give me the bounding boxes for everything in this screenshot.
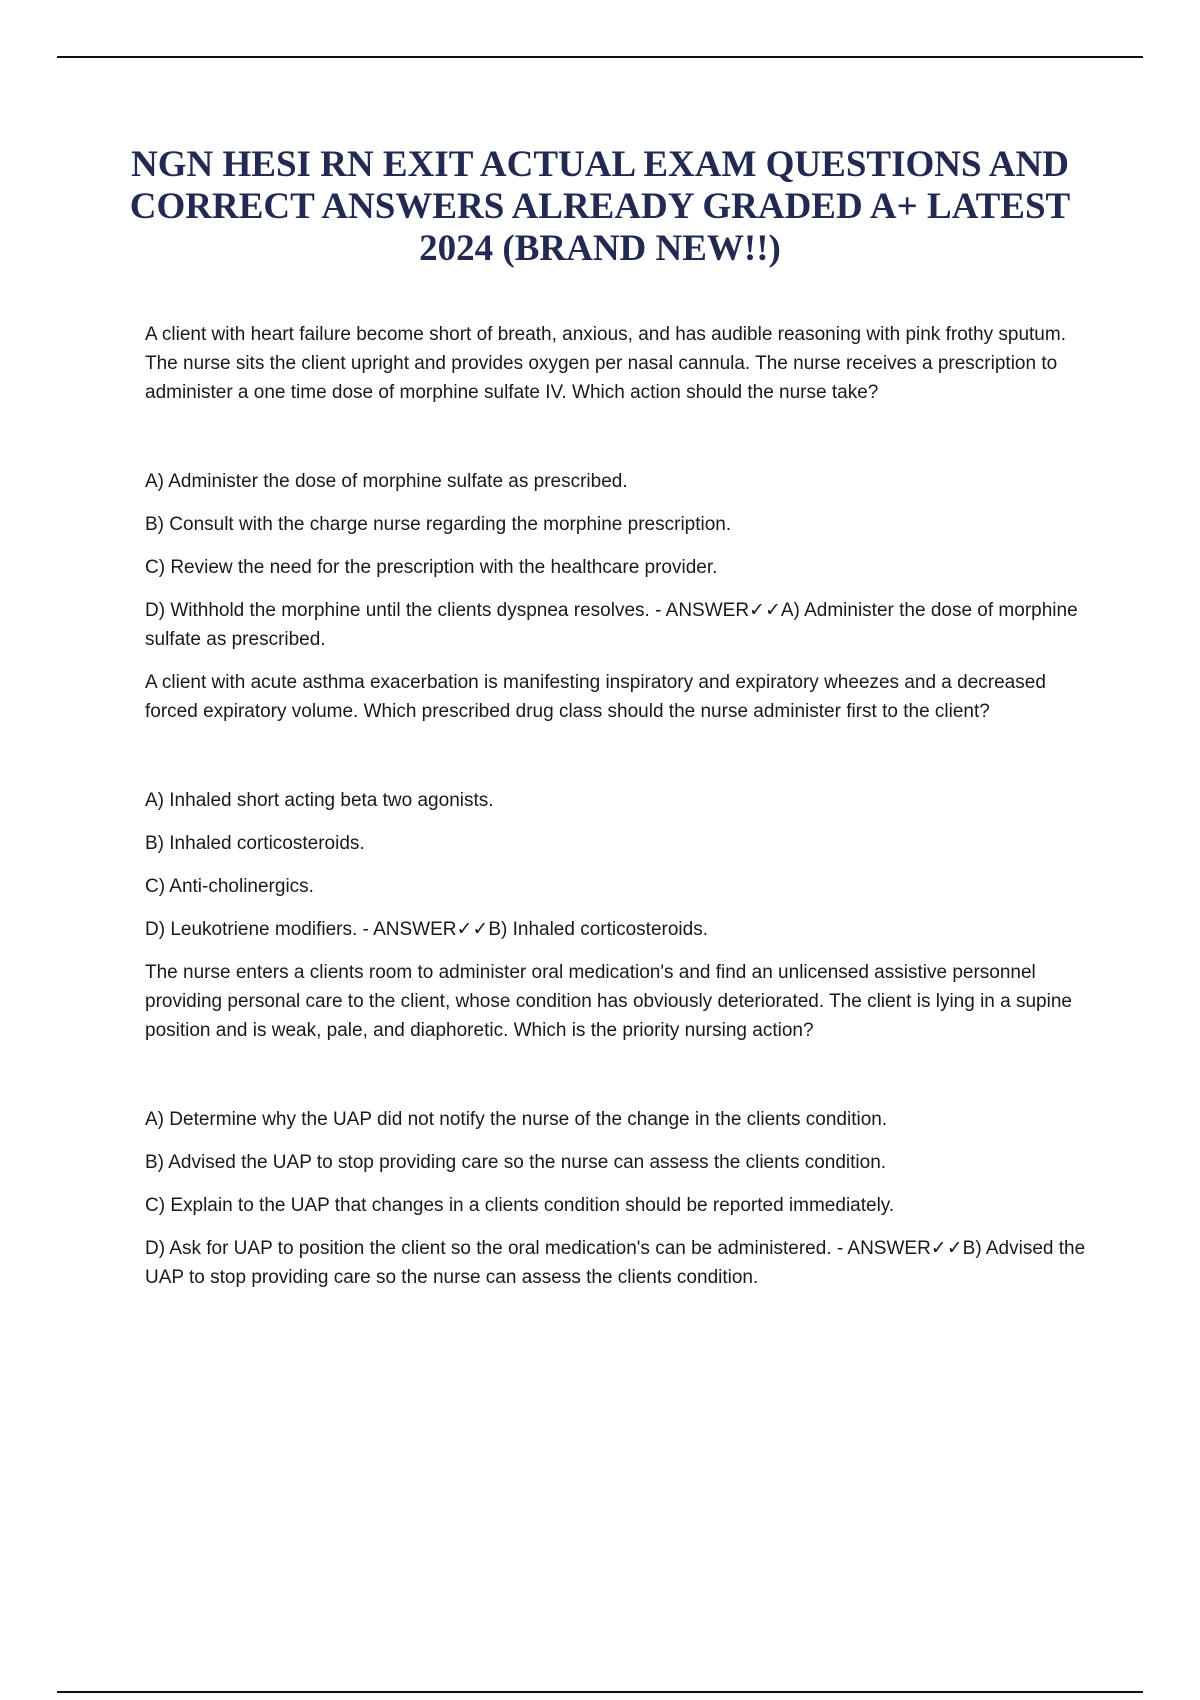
document-body: [145, 320, 1095, 1306]
answer-option-with-key: D) Leukotriene modifiers. - ANSWER✓✓B) Inhaled corticosteroids.: [145, 919, 708, 940]
answer-option: C) Review the need for the prescription with the healthcare provider.: [145, 557, 718, 578]
question-block-3: [145, 958, 1095, 1292]
question-prompt: A client with acute asthma exacerbation is manifesting inspiratory and expiratory wheezes and a decreased forced expiratory volume. Which prescribed drug class should the nurse administer first to the client?: [145, 672, 1046, 722]
answer-options: [145, 1105, 1095, 1292]
question-prompt: A client with heart failure become short of breath, anxious, and has audible reasoning with pink frothy sputum. The nurse sits the client upright and provides oxygen per nasal cannula. The nurse receives a prescription to administer a one time dose of morphine sulfate IV. Which action should the nurse take?: [145, 324, 1066, 403]
answer-option: C) Explain to the UAP that changes in a clients condition should be reported immediately.: [145, 1195, 895, 1216]
question-prompt: The nurse enters a clients room to administer oral medication's and find an unlicensed assistive personnel providing personal care to the client, whose condition has obviously deteriorated. The client is lying in a supine position and is weak, pale, and diaphoretic. Which is the priority nursing action?: [145, 962, 1072, 1041]
answer-option: B) Advised the UAP to stop providing care so the nurse can assess the clients condition.: [145, 1152, 887, 1173]
answer-options: [145, 467, 1095, 654]
answer-option: B) Consult with the charge nurse regarding the morphine prescription.: [145, 514, 732, 535]
answer-option: C) Anti-cholinergics.: [145, 876, 314, 897]
question-block-2: [145, 668, 1095, 944]
answer-options: [145, 786, 1095, 944]
bottom-rule: [57, 1691, 1143, 1693]
document-title: NGN HESI RN EXIT ACTUAL EXAM QUESTIONS AND CORRECT ANSWERS ALREADY GRADED A+ LATEST 2024 (BRAND NEW!!): [129, 144, 1071, 269]
answer-option-with-key: D) Withhold the morphine until the clients dyspnea resolves. - ANSWER✓✓A) Administer the dose of morphine sulfate as prescribed.: [145, 600, 1078, 650]
answer-option-with-key: D) Ask for UAP to position the client so the oral medication's can be administered. - ANSWER✓✓B) Advised the UAP to stop providing care so the nurse can assess the clients condition.: [145, 1238, 1086, 1288]
top-rule: [57, 56, 1143, 58]
answer-option: B) Inhaled corticosteroids.: [145, 833, 365, 854]
answer-option: A) Administer the dose of morphine sulfate as prescribed.: [145, 471, 628, 492]
answer-option: A) Inhaled short acting beta two agonists.: [145, 790, 494, 811]
answer-option: A) Determine why the UAP did not notify the nurse of the change in the clients condition.: [145, 1109, 888, 1130]
question-block-1: [145, 320, 1095, 654]
